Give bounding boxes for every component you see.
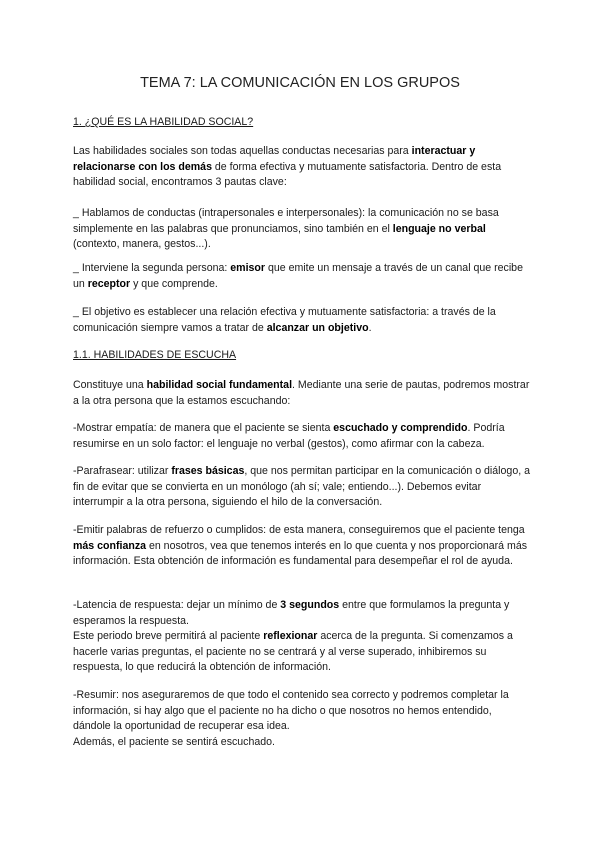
- page-title: TEMA 7: LA COMUNICACIÓN EN LOS GRUPOS: [140, 75, 460, 91]
- paragraph-intro: Las habilidades sociales son todas aquellas conductas necesarias para interactuar y relacionarse con los demás de forma efectiva y mutuamente satisfactoria. Dentro de esta habilidad social, encontramos 3 pautas clave:: [73, 145, 502, 189]
- paragraph-escucha-intro: Constituye una habilidad social fundamental. Mediante una serie de pautas, podremos mostrar a la otra persona que la estamos escuchando:: [73, 379, 530, 407]
- paragraph-resumir: -Resumir: nos aseguraremos de que todo el contenido sea correcto y podremos completar la información, si hay algo que el paciente no ha dicho o que nosotros no hemos entendido, dándole la oportunidad de recuperar esa idea. Además, el paciente se sentirá escuchado.: [73, 689, 509, 748]
- paragraph-bullet-2: _ Interviene la segunda persona: emisor que emite un mensaje a través de un canal que recibe un receptor y que comprende.: [73, 262, 523, 290]
- paragraph-refuerzo: -Emitir palabras de refuerzo o cumplidos: de esta manera, conseguiremos que el paciente tenga más confianza en nosotros, vea que tenemos interés en lo que cuenta y nos proporcionará más información. Esta obtención de información es fundamental para desempeñar el rol de ayuda.: [73, 524, 528, 568]
- section-heading-1-1: 1.1. HABILIDADES DE ESCUCHA: [73, 349, 237, 361]
- paragraph-latencia: -Latencia de respuesta: dejar un mínimo de 3 segundos entre que formulamos la pregunta y esperamos la respuesta. Este periodo breve permitirá al paciente reflexionar acerca de la pregunta. Si comenzamos a hacerle varias preguntas, el paciente no se centrará y al verse superado, inhibiremos su respuesta, lo que reducirá la obtención de información.: [73, 599, 513, 674]
- paragraph-empatia: -Mostrar empatía: de manera que el paciente se sienta escuchado y comprendido. Podría resumirse en un solo factor: el lenguaje no verbal (gestos), como afirmar con la cabeza.: [73, 422, 505, 450]
- paragraph-bullet-3: _ El objetivo es establecer una relación efectiva y mutuamente satisfactoria: a través de la comunicación siempre vamos a tratar de alcanzar un objetivo.: [73, 306, 496, 334]
- paragraph-bullet-1: _ Hablamos de conductas (intrapersonales e interpersonales): la comunicación no se basa simplemente en las palabras que pronunciamos, sino también en el lenguaje no verbal (contexto, manera, gestos...).: [73, 207, 499, 251]
- section-heading-1: 1. ¿QUÉ ES LA HABILIDAD SOCIAL?: [73, 116, 254, 128]
- paragraph-parafrasear: -Parafrasear: utilizar frases básicas, que nos permitan participar en la comunicación o diálogo, a fin de evitar que se convierta en un monólogo (ah sí; vale; entiendo...). Debemos evitar interrumpir a la otra persona, siguiendo el hilo de la conversación.: [73, 465, 530, 509]
